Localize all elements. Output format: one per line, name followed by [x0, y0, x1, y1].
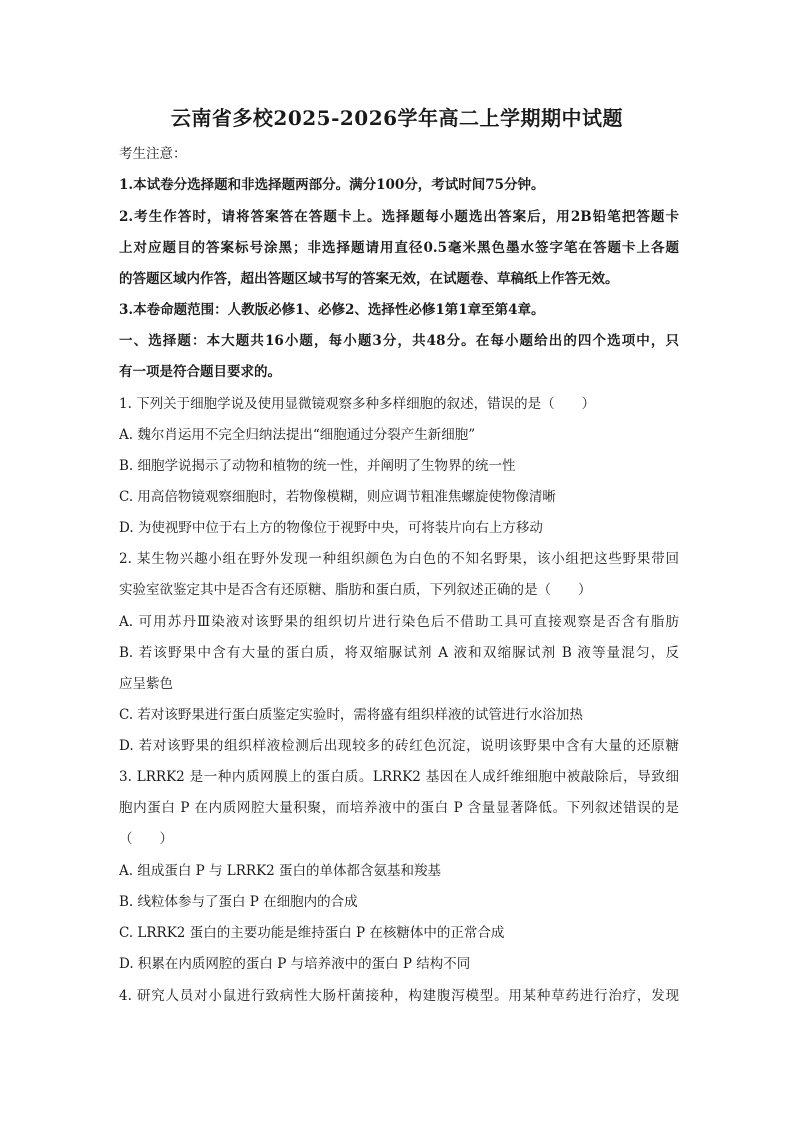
section-heading-cont: 有一项是符合题目要求的。 [119, 364, 281, 380]
question-3-stem: 3. LRRK2 是一种内质网膜上的蛋白质。LRRK2 基因在人成纤维细胞中被敲除后，导致细 [119, 769, 679, 785]
question-2-option-d: D. 若对该野果的组织样液检测后出现较多的砖红色沉淀，说明该野果中含有大量的还原糖 [119, 738, 679, 754]
question-2-stem-cont: 实验室欲鉴定其中是否含有还原糖、脂肪和蛋白质，下列叙述正确的是（ ） [119, 582, 592, 598]
notice-item-1: 1.本试卷分选择题和非选择题两部分。满分100分，考试时间75分钟。 [119, 177, 545, 193]
section-heading: 一、选择题：本大题共16小题，每小题3分，共48分。在每小题给出的四个选项中，只 [119, 333, 679, 349]
question-3-option-a: A. 组成蛋白 P 与 LRRK2 蛋白的单体都含氨基和羧基 [119, 863, 442, 879]
question-1-stem: 1. 下列关于细胞学说及使用显微镜观察多种多样细胞的叙述，错误的是（ ） [119, 396, 596, 412]
exam-title: 云南省多校2025-2026学年高二上学期期中试题 [170, 106, 624, 130]
question-3-stem-cont2: （ ） [119, 831, 173, 847]
question-1-option-d: D. 为使视野中位于右上方的物像位于视野中央，可将装片向右上方移动 [119, 520, 543, 536]
question-2-option-a: A. 可用苏丹Ⅲ染液对该野果的组织切片进行染色后不借助工具可直接观察是否含有脂肪 [119, 614, 679, 630]
question-3-option-d: D. 积累在内质网腔的蛋白 P 与培养液中的蛋白 P 结构不同 [119, 956, 471, 972]
question-2-option-b: B. 若该野果中含有大量的蛋白质，将双缩脲试剂 A 液和双缩脲试剂 B 液等量混匀，反 [119, 645, 679, 661]
question-1-option-c: C. 用高倍物镜观察细胞时，若物像模糊，则应调节粗准焦螺旋使物像清晰 [119, 489, 556, 505]
notice-item-2-cont2: 的答题区域内作答，超出答题区域书写的答案无效，在试题卷、草稿纸上作答无效。 [119, 271, 619, 287]
question-2-stem: 2. 某生物兴趣小组在野外发现一种组织颜色为白色的不知名野果，该小组把这些野果带回 [119, 551, 679, 567]
question-2-option-b-cont: 应呈紫色 [119, 676, 173, 692]
notice-item-2-cont: 上对应题目的答案标号涂黑；非选择题请用直径0.5毫米黑色墨水签字笔在答题卡上各题 [119, 240, 679, 256]
question-2-option-c: C. 若对该野果进行蛋白质鉴定实验时，需将盛有组织样液的试管进行水浴加热 [119, 707, 583, 723]
question-1-option-a: A. 魏尔肖运用不完全归纳法提出“细胞通过分裂产生新细胞” [119, 427, 476, 443]
question-3-option-c: C. LRRK2 蛋白的主要功能是维持蛋白 P 在核糖体中的正常合成 [119, 925, 505, 941]
notice-heading: 考生注意： [119, 146, 187, 162]
question-1-option-b: B. 细胞学说揭示了动物和植物的统一性，并阐明了生物界的统一性 [119, 458, 516, 474]
question-3-stem-cont: 胞内蛋白 P 在内质网腔大量积聚，而培养液中的蛋白 P 含量显著降低。下列叙述错误的是 [119, 800, 679, 816]
question-3-option-b: B. 线粒体参与了蛋白 P 在细胞内的合成 [119, 894, 358, 910]
notice-item-2: 2.考生作答时，请将答案答在答题卡上。选择题每小题选出答案后，用2B铅笔把答题卡 [119, 209, 679, 225]
question-4-stem: 4. 研究人员对小鼠进行致病性大肠杆菌接种，构建腹泻模型。用某种草药进行治疗，发现 [119, 988, 679, 1004]
notice-item-3: 3.本卷命题范围：人教版必修1、必修2、选择性必修1第1章至第4章。 [119, 302, 545, 318]
